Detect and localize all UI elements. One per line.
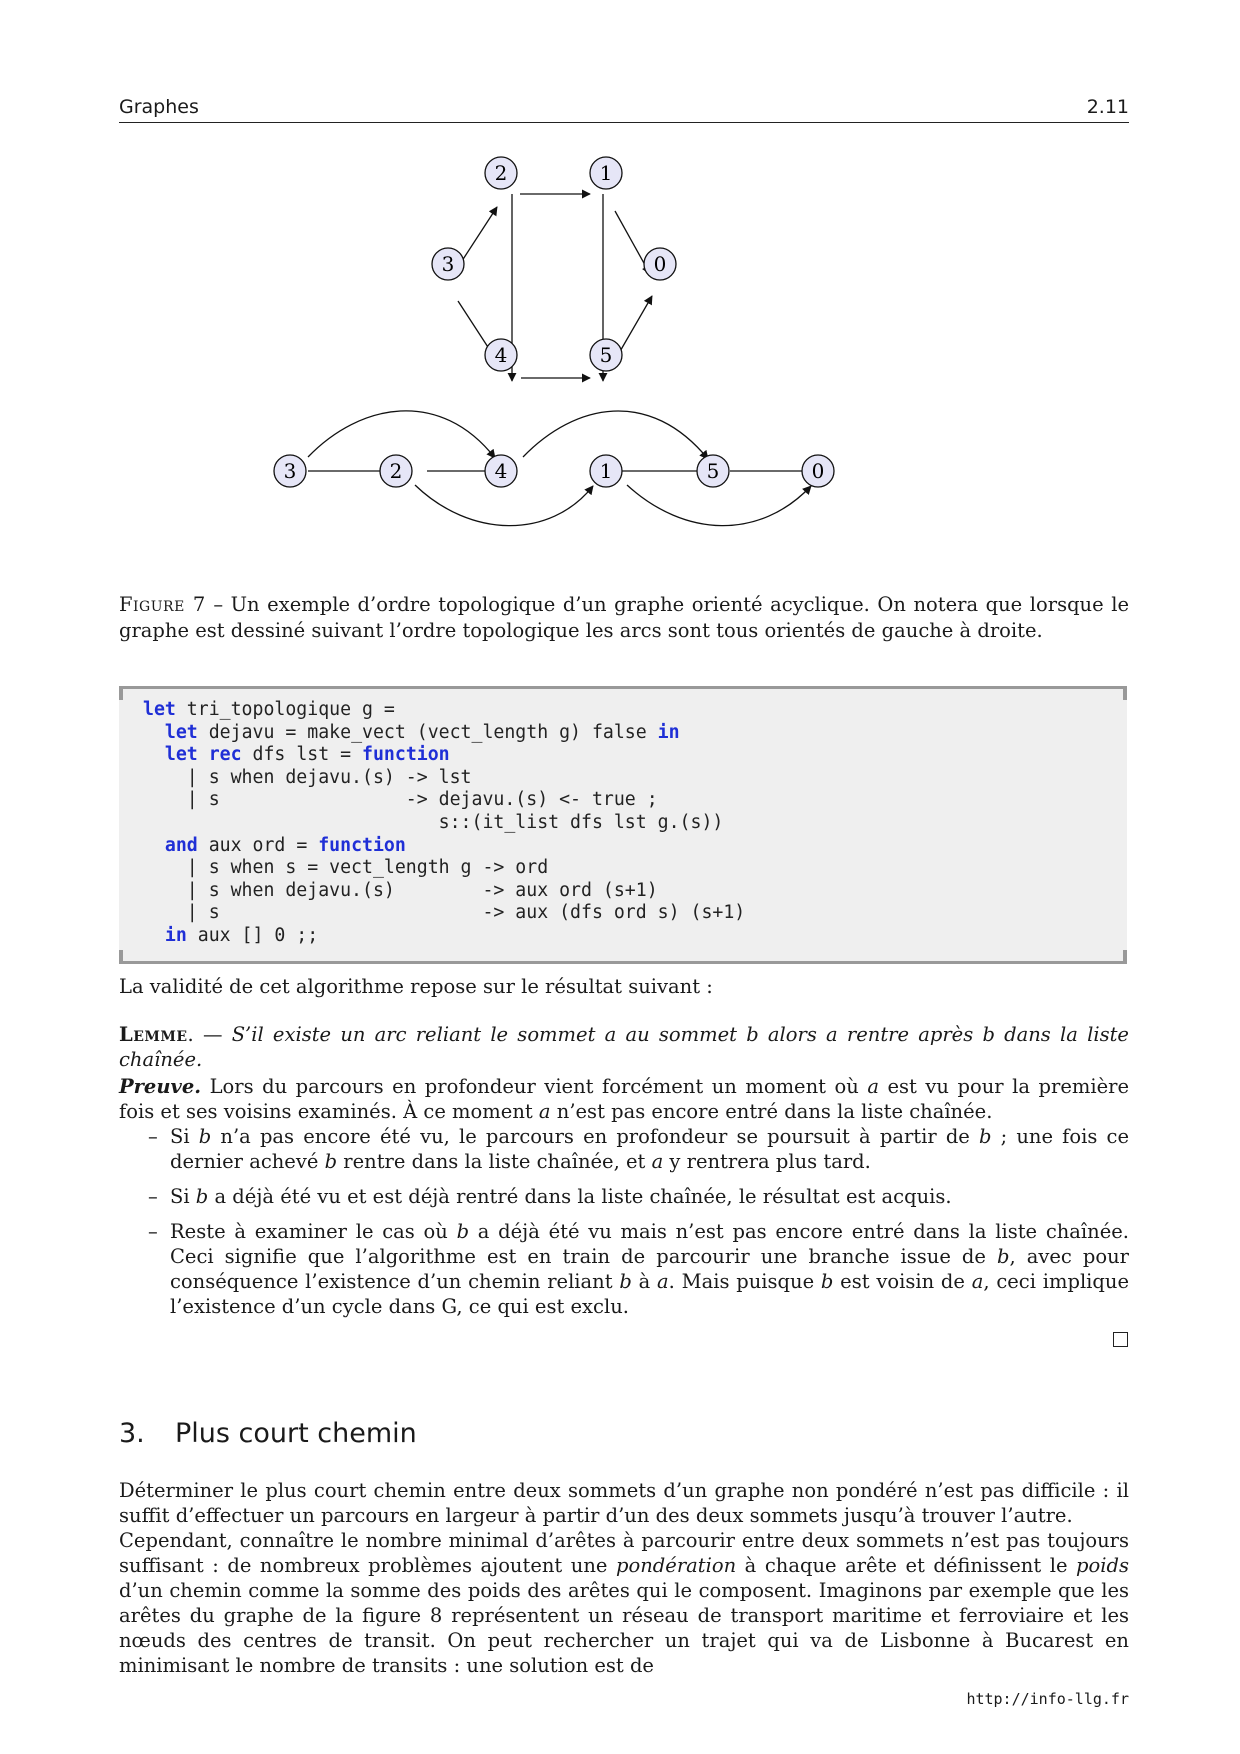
svg-text:2: 2 [494, 161, 508, 185]
figure-7 [283, 161, 950, 568]
svg-text:3: 3 [441, 252, 455, 276]
caption-label: Figure 7 [119, 593, 206, 616]
edge-b-1-0 [627, 485, 811, 526]
svg-text:1: 1 [599, 161, 613, 185]
running-title: Graphes [119, 96, 199, 118]
proof-bullets [148, 1124, 1129, 1329]
lemma [119, 1022, 1129, 1072]
node-top-3 [432, 248, 464, 280]
section-number: 3. [119, 1418, 145, 1449]
figure-caption [119, 592, 1129, 644]
proof-bullet-2: – Si b a déjà été vu et est déjà rentré dans la liste chaînée, le résultat est acquis. [148, 1185, 952, 1208]
node-top-4 [485, 339, 517, 371]
page-number: 2.11 [1086, 96, 1129, 118]
topological-order-graph [283, 161, 950, 568]
svg-text:1: 1 [599, 459, 613, 483]
top-graph-nodes [432, 157, 676, 371]
node-top-2 [485, 157, 517, 189]
caption-text: – Un exemple d’ordre topologique d’un graphe orienté acyclique. On notera que lorsque le graphe est dessiné suivant l’ordre topologique les arcs sont tous orientés de gauche à droite. [119, 593, 1129, 642]
node-bottom-0 [802, 455, 834, 487]
node-top-0 [644, 248, 676, 280]
code-listing [119, 686, 1127, 964]
section-heading [119, 1418, 417, 1449]
intro-paragraph: La validité de cet algorithme repose sur le résultat suivant : [119, 975, 713, 998]
svg-text:0: 0 [811, 459, 825, 483]
svg-text:4: 4 [494, 343, 508, 367]
proof-bullet-3: – Reste à examiner le cas où b a déjà été vu mais n’est pas encore entré dans la liste chaînée. Ceci signifie que l’algorithme est en train de parcourir une branche issue de b, avec pour conséquence l’existence d’un chemin reliant b à a. Mais puisque b est voisin de a, ceci implique l’existence d’un cycle dans G, ce qui est exclu. [148, 1220, 1130, 1318]
node-top-1 [590, 157, 622, 189]
edge-b-3-4 [308, 411, 495, 458]
node-bottom-5 [697, 455, 729, 487]
qed-square [1113, 1332, 1128, 1347]
edge-b-4-5 [523, 411, 708, 459]
lemma-sep: . — [187, 1023, 232, 1046]
section-title: Plus court chemin [175, 1418, 417, 1449]
shortest-path-paragraph: Déterminer le plus court chemin entre deux sommets d’un graphe non pondéré n’est pas difficile : il suffit d’effectuer un parcours en largeur à partir d’un des deux sommets jusqu’à trouver l’autre. Cependant, connaître le nombre minimal d’arêtes à parcourir entre deux sommets n’est pas toujours suffisant : de nombreux problèmes ajoutent une pondération à chaque arête et définissent le poids d’un chemin comme la somme des poids des arêtes qui le composent. Imaginons par exemple que les arêtes du graphe de la figure 8 représentent un réseau de transport maritime et ferroviaire et les nœuds des centres de transit. On peut rechercher un trajet qui va de Lisbonne à Bucarest en minimisant le nombre de transits : une solution est de [119, 1479, 1129, 1677]
edge-b-2-1 [415, 485, 593, 526]
svg-text:3: 3 [283, 459, 297, 483]
proof-text: Lors du parcours en profondeur vient forcément un moment où a est vu pour la première fois et ses voisins examinés. À ce moment a n’est pas encore entré dans la liste chaînée. [119, 1075, 1129, 1123]
node-top-5 [590, 339, 622, 371]
proof [119, 1074, 1129, 1124]
svg-text:5: 5 [599, 343, 613, 367]
page-header [119, 96, 1129, 123]
node-bottom-2 [380, 455, 412, 487]
lemma-label: Lemme [119, 1023, 188, 1046]
proof-bullet-1: – Si b n’a pas encore été vu, le parcours en profondeur se poursuit à partir de b ; une fois ce dernier achevé b rentre dans la liste chaînée, et a y rentrera plus tard. [148, 1125, 1130, 1173]
edge-3-2 [458, 207, 497, 267]
proof-label: Preuve. [119, 1075, 202, 1098]
footer-url: http://info-llg.fr [966, 1690, 1129, 1708]
node-bottom-4 [485, 455, 517, 487]
svg-text:0: 0 [653, 252, 667, 276]
svg-text:5: 5 [706, 459, 720, 483]
svg-text:4: 4 [494, 459, 508, 483]
lemma-text: S’il existe un arc reliant le sommet a au sommet b alors a rentre après b dans la liste chaînée. [119, 1023, 1129, 1071]
code-block: let tri_topologique g = let dejavu = make_vect (vect_length g) false in let rec dfs lst = function | s when dejavu.(s) -> lst | s -> dejavu.(s) <- true ; s::(it_list dfs lst g.(s)) and aux ord = function | s when s = vect_length g -> ord | s when dejavu.(s) -> aux ord (s+1) | s -> aux (dfs ord s) (s+1) in aux [] 0 ;; [143, 699, 746, 946]
svg-text:2: 2 [389, 459, 403, 483]
node-bottom-1 [590, 455, 622, 487]
node-bottom-3 [274, 455, 306, 487]
